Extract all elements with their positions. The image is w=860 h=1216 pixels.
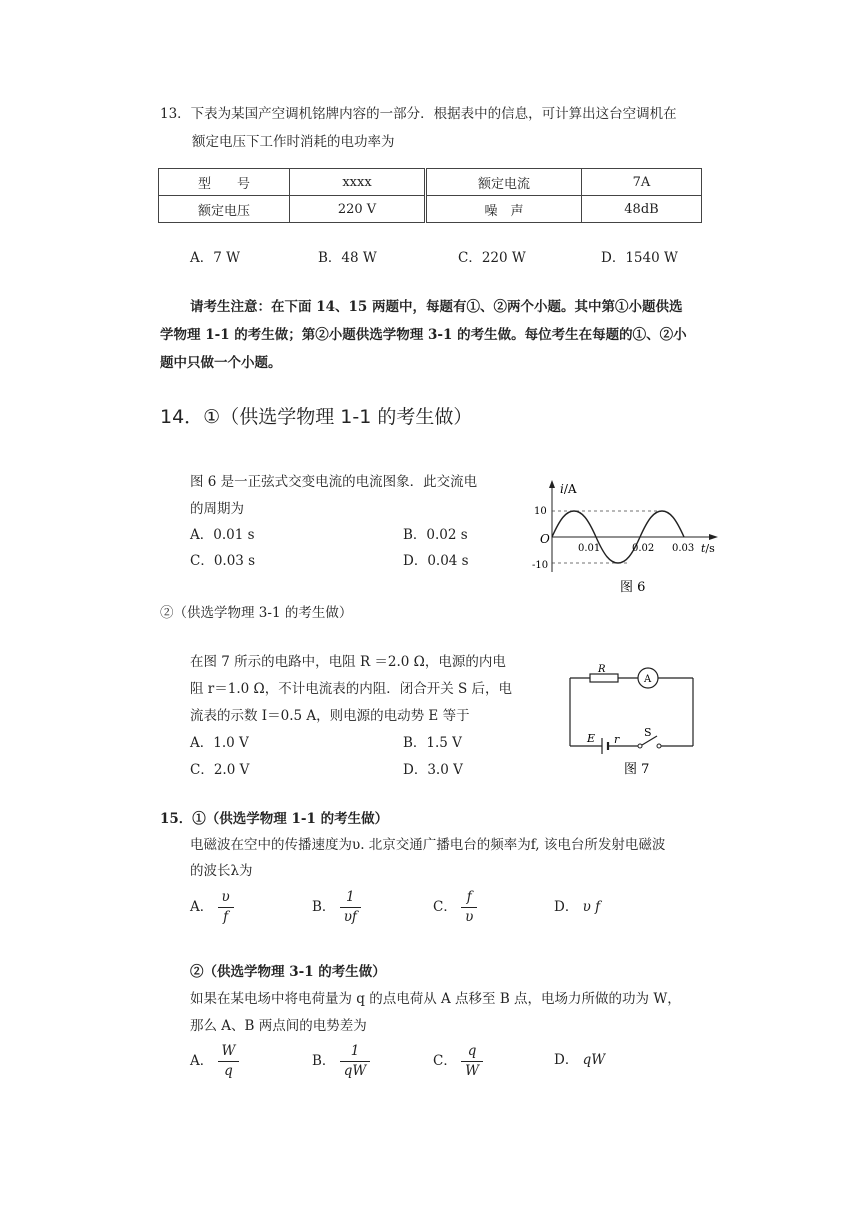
q14-1-option-c[interactable]: C．0.03 s: [190, 553, 256, 569]
switch-contact-right: [657, 744, 661, 748]
fraction: [218, 1042, 240, 1081]
option-value: υ f: [582, 899, 601, 915]
q15-1-stem-line2: 的波长λ为: [190, 863, 253, 879]
x-axis-label: t/s: [701, 542, 715, 555]
notice-line3: 题中只做一个小题。: [160, 355, 282, 371]
figure-7-caption: 图 7: [624, 762, 650, 777]
q14-1-option-a[interactable]: A．0.01 s: [190, 527, 255, 543]
q15-2-stem-line2: 那么 A、B 两点间的电势差为: [190, 1018, 367, 1034]
q14-2-stem-line2: 阻 r＝1.0 Ω，不计电流表的内阻．闭合开关 S 后，电: [190, 681, 513, 697]
q15-heading: 15．①（供选学物理 1-1 的考生做）: [160, 811, 389, 827]
q15-2-stem-line1: 如果在某电场中将电荷量为 q 的点电荷从 A 点移至 B 点，电场力所做的功为 W，: [190, 991, 681, 1007]
q14-2-option-d[interactable]: D．3.0 V: [403, 762, 463, 778]
q13-option-c[interactable]: C．220 W: [458, 250, 526, 266]
denominator: f: [223, 909, 229, 925]
resistor-R: [590, 674, 618, 682]
fraction: [218, 888, 234, 927]
q15-1-option-b[interactable]: [312, 888, 361, 927]
option-value: qW: [582, 1052, 606, 1068]
q14-2-stem-line3: 流表的示数 I＝0.5 A，则电源的电动势 E 等于: [190, 708, 470, 724]
q14-1-stem-line2: 的周期为: [190, 501, 244, 517]
table-row: [159, 169, 702, 196]
q13-stem-line1: 13．下表为某国产空调机铭牌内容的一部分．根据表中的信息，可计算出这台空调机在: [160, 106, 677, 122]
x-tick-0-03: 0.03: [672, 543, 695, 554]
denominator: υf: [343, 909, 357, 925]
label-R: R: [598, 664, 606, 675]
option-label: C．: [433, 899, 457, 915]
figure-6-sine-graph: [520, 474, 730, 598]
table-cell: 型 号: [159, 169, 290, 196]
denominator: W: [465, 1063, 480, 1079]
y-axis-arrow: [549, 480, 555, 488]
table-cell: xxxx: [290, 169, 426, 196]
q15-2-option-b[interactable]: [312, 1042, 370, 1081]
y-axis-label: i/A: [560, 482, 577, 496]
option-label: A．: [190, 1053, 214, 1069]
q15-2-option-d[interactable]: [554, 1050, 605, 1070]
y-tick-10: 10: [534, 506, 547, 517]
q15-2-heading: ②（供选学物理 3-1 的考生做）: [190, 964, 386, 980]
switch-contact-left: [638, 744, 642, 748]
fraction: [461, 1042, 483, 1081]
fraction: [340, 1042, 371, 1081]
x-tick-0-02: 0.02: [632, 543, 655, 554]
label-A: A: [644, 674, 652, 685]
numerator: q: [461, 1042, 483, 1062]
q15-2-option-c[interactable]: [433, 1042, 483, 1081]
numerator: υ: [218, 888, 234, 908]
option-label: A．: [190, 899, 214, 915]
x-tick-0-01: 0.01: [578, 543, 601, 554]
table-cell: 额定电压: [159, 196, 290, 223]
q13-stem-line2: 额定电压下工作时消耗的电功率为: [192, 134, 395, 150]
q15-1-option-c[interactable]: [433, 888, 477, 927]
numerator: f: [461, 888, 477, 908]
denominator: υ: [465, 909, 474, 925]
numerator: W: [218, 1042, 240, 1062]
denominator: qW: [343, 1063, 367, 1079]
q14-heading: 14．①（供选学物理 1-1 的考生做）: [160, 406, 473, 428]
figure-6-caption: 图 6: [620, 580, 646, 595]
q14-1-stem-line1: 图 6 是一正弦式交变电流的电流图象．此交流电: [190, 474, 478, 490]
label-S: S: [644, 726, 652, 739]
q14-2-option-a[interactable]: A．1.0 V: [190, 735, 249, 751]
table-cell: 额定电流: [426, 169, 582, 196]
origin-label: O: [540, 532, 550, 546]
numerator: 1: [340, 1042, 371, 1062]
denominator: q: [224, 1063, 233, 1079]
q14-2-heading: ②（供选学物理 3-1 的考生做）: [160, 605, 353, 621]
q14-1-option-d[interactable]: D．0.04 s: [403, 553, 469, 569]
q15-2-option-a[interactable]: [190, 1042, 239, 1081]
option-label: B．: [312, 1053, 336, 1069]
notice-line1: 请考生注意：在下面 14、15 两题中，每题有①、②两个小题。其中第①小题供选: [190, 299, 683, 315]
option-label: B．: [312, 899, 336, 915]
x-axis-arrow: [709, 534, 718, 540]
table-cell: 48dB: [582, 196, 702, 223]
q15-1-option-d[interactable]: [554, 897, 600, 917]
q13-option-b[interactable]: B．48 W: [318, 250, 377, 266]
numerator: 1: [340, 888, 361, 908]
label-r: r: [614, 733, 620, 746]
table-cell: 7A: [582, 169, 702, 196]
option-label: D．: [554, 1052, 579, 1068]
q13-option-d[interactable]: D．1540 W: [601, 250, 678, 266]
table-row: [159, 196, 702, 223]
figure-7-circuit: [560, 662, 710, 780]
table-cell: 噪 声: [426, 196, 582, 223]
q14-1-option-b[interactable]: B．0.02 s: [403, 527, 468, 543]
label-E: E: [587, 732, 596, 745]
fraction: [461, 888, 477, 927]
q14-2-option-b[interactable]: B．1.5 V: [403, 735, 462, 751]
q14-2-option-c[interactable]: C．2.0 V: [190, 762, 250, 778]
option-label: C．: [433, 1053, 457, 1069]
option-label: D．: [554, 899, 579, 915]
q15-1-stem-line1: 电磁波在空中的传播速度为υ. 北京交通广播电台的频率为f, 该电台所发射电磁波: [190, 837, 666, 853]
q14-2-stem-line1: 在图 7 所示的电路中，电阻 R ＝2.0 Ω，电源的内电: [190, 654, 506, 670]
table-cell: 220 V: [290, 196, 426, 223]
q13-option-a[interactable]: A．7 W: [190, 250, 241, 266]
y-tick-minus-10: -10: [532, 560, 549, 571]
nameplate-table: [158, 168, 702, 223]
q15-1-option-a[interactable]: [190, 888, 234, 927]
notice-line2: 学物理 1-1 的考生做；第②小题供选学物理 3-1 的考生做。每位考生在每题的①、②小: [160, 327, 687, 343]
fraction: [340, 888, 361, 927]
